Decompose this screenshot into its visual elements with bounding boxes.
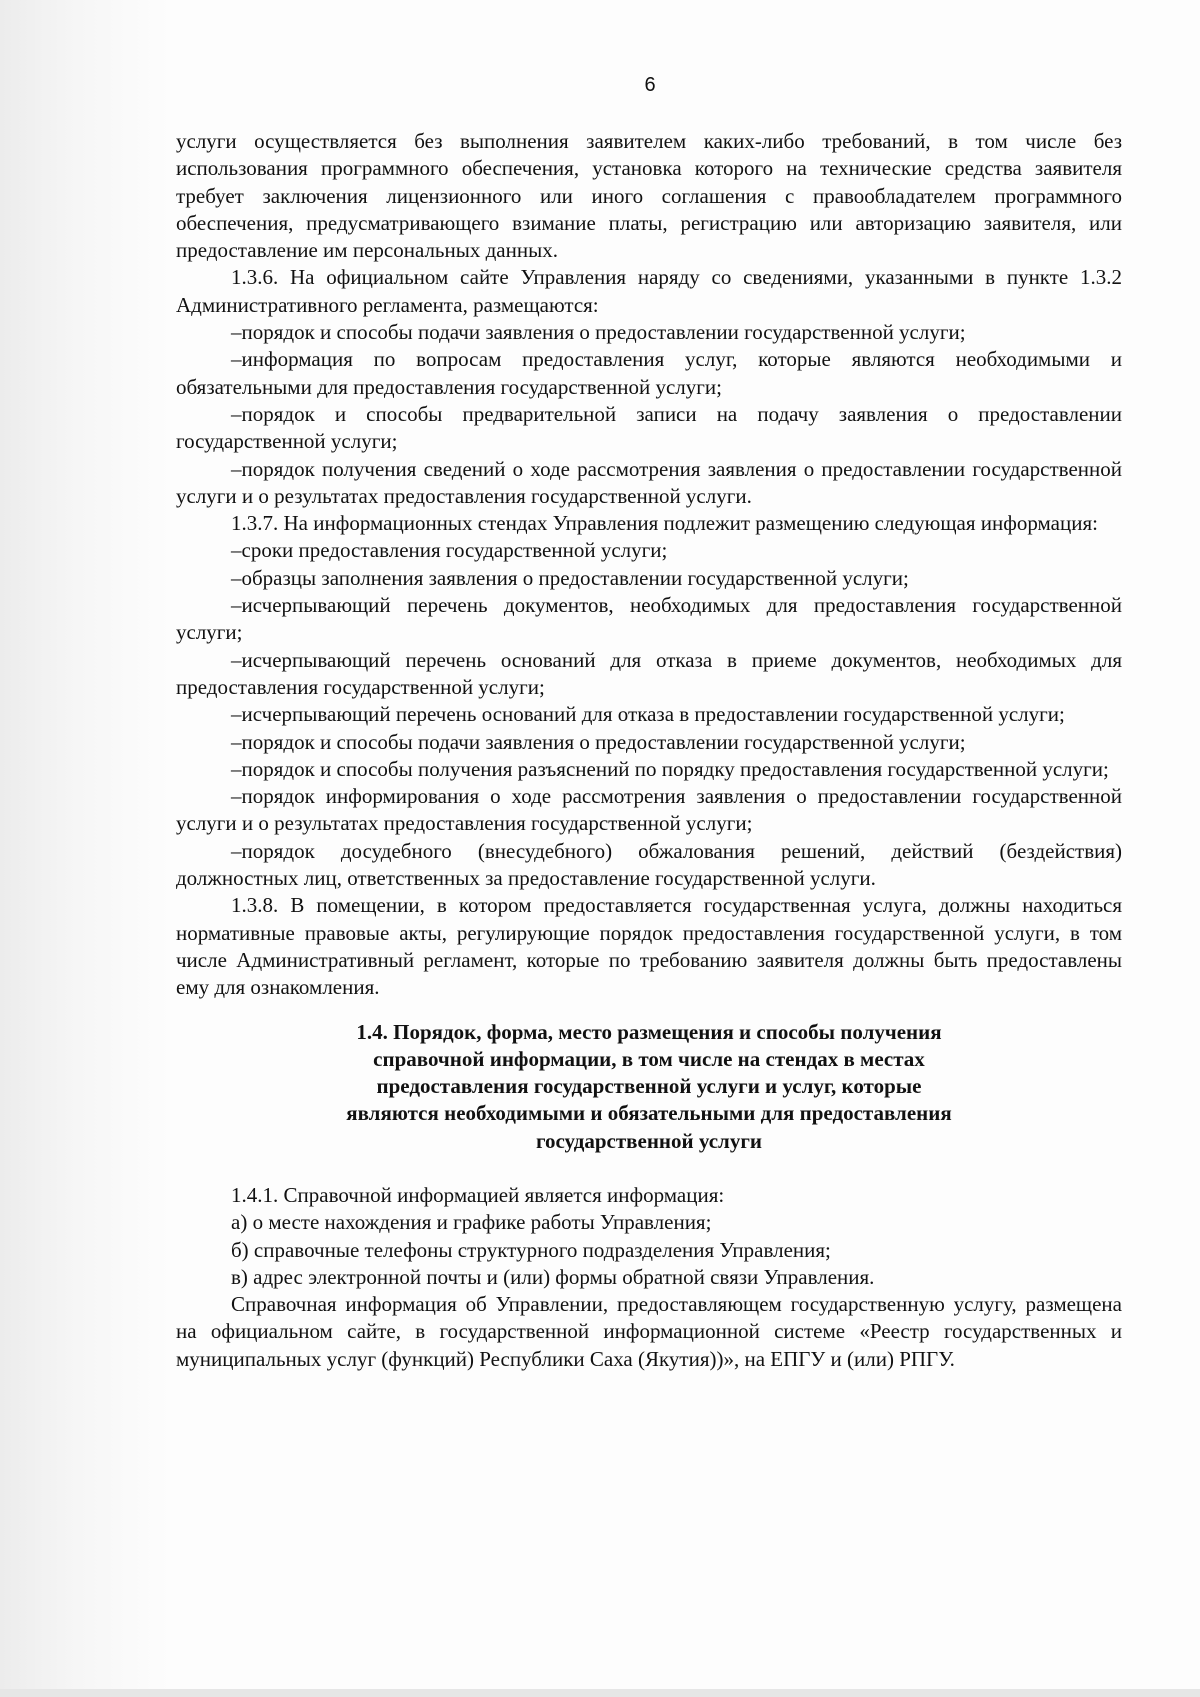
- section-heading-line: 1.4. Порядок, форма, место размещения и способы получения: [356, 1019, 942, 1044]
- document-body: [176, 128, 1122, 1373]
- page-number: 6: [644, 74, 656, 96]
- paragraph: 1.3.6. На официальном сайте Управления наряду со сведениями, указанными в пункте 1.3.2 Административного регламента, размещаются:: [176, 265, 1122, 317]
- paragraph: –порядок получения сведений о ходе рассмотрения заявления о предоставлении государственной услуги и о результатах предоставления государственной услуги.: [176, 456, 1122, 508]
- section-heading-line: являются необходимыми и обязательными для предоставления: [346, 1101, 952, 1126]
- paragraph: 1.3.7. На информационных стендах Управления подлежит размещению следующая информация:: [231, 511, 1098, 536]
- section-1-3-paragraphs: [176, 128, 1122, 1002]
- paragraph: 1.3.8. В помещении, в котором предоставляется государственная услуга, должны находиться нормативные правовые акты, регулирующие порядок предоставления государственной услуги, в том числе Административный регламент, которые по требованию заявителя должны быть предоставлены ему для ознакомления.: [176, 893, 1122, 1000]
- section-1-4-paragraphs: [176, 1182, 1122, 1373]
- paragraph: –порядок досудебного (внесудебного) обжалования решений, действий (бездействия) должностных лиц, ответственных за предоставление государственной услуги.: [176, 838, 1122, 891]
- section-heading-line: государственной услуги: [536, 1128, 762, 1153]
- section-heading-1-4: [176, 1019, 1122, 1155]
- paragraph: 1.4.1. Справочной информацией является информация:: [231, 1182, 725, 1207]
- paragraph: б) справочные телефоны структурного подразделения Управления;: [231, 1237, 831, 1262]
- paragraph: –порядок и способы подачи заявления о предоставлении государственной услуги;: [231, 729, 966, 754]
- section-heading-line: предоставления государственной услуги и услуг, которые: [376, 1074, 922, 1099]
- paragraph: –порядок и способы предварительной записи на подачу заявления о предоставлении государственной услуги;: [176, 401, 1122, 454]
- paragraph: –порядок и способы подачи заявления о предоставлении государственной услуги;: [231, 320, 966, 345]
- paragraph: –образцы заполнения заявления о предоставлении государственной услуги;: [231, 565, 909, 590]
- scan-shadow-bottom: [0, 1689, 1200, 1697]
- paragraph: в) адрес электронной почты и (или) формы обратной связи Управления.: [231, 1264, 875, 1289]
- paragraph: –сроки предоставления государственной услуги;: [231, 538, 668, 563]
- paragraph: –исчерпывающий перечень оснований для отказа в приеме документов, необходимых для предоставления государственной услуги;: [176, 647, 1122, 699]
- paragraph: –порядок информирования о ходе рассмотрения заявления о предоставлении государственной услуги и о результатах предоставления государственной услуги;: [176, 784, 1122, 836]
- paragraph: –порядок и способы получения разъяснений по порядку предоставления государственной услуги;: [231, 756, 1109, 781]
- paragraph: Справочная информация об Управлении, предоставляющем государственную услугу, размещена на официальном сайте, в государственной информационной системе «Реестр государственных и муниципальных услуг (функций) Республики Саха (Якутия))», на ЕПГУ и (или) РПГУ.: [176, 1292, 1122, 1371]
- paragraph: –исчерпывающий перечень документов, необходимых для предоставления государственной услуги;: [176, 593, 1122, 645]
- paragraph: –исчерпывающий перечень оснований для отказа в предоставлении государственной услуги;: [231, 702, 1065, 727]
- scan-shadow-left: [0, 0, 170, 1697]
- section-heading-line: справочной информации, в том числе на стендах в местах: [373, 1046, 925, 1071]
- paragraph: услуги осуществляется без выполнения заявителем каких-либо требований, в том числе без использования программного обеспечения, установка которого на технические средства заявителя требует заключения лицензионного или иного соглашения с правообладателем программного обеспечения, предусматривающего взимание платы, регистрацию или авторизацию заявителя, или предоставление им персональных данных.: [176, 129, 1122, 263]
- paragraph: –информация по вопросам предоставления услуг, которые являются необходимыми и обязательными для предоставления государственной услуги;: [176, 347, 1122, 399]
- paragraph: а) о месте нахождения и графике работы Управления;: [231, 1210, 712, 1235]
